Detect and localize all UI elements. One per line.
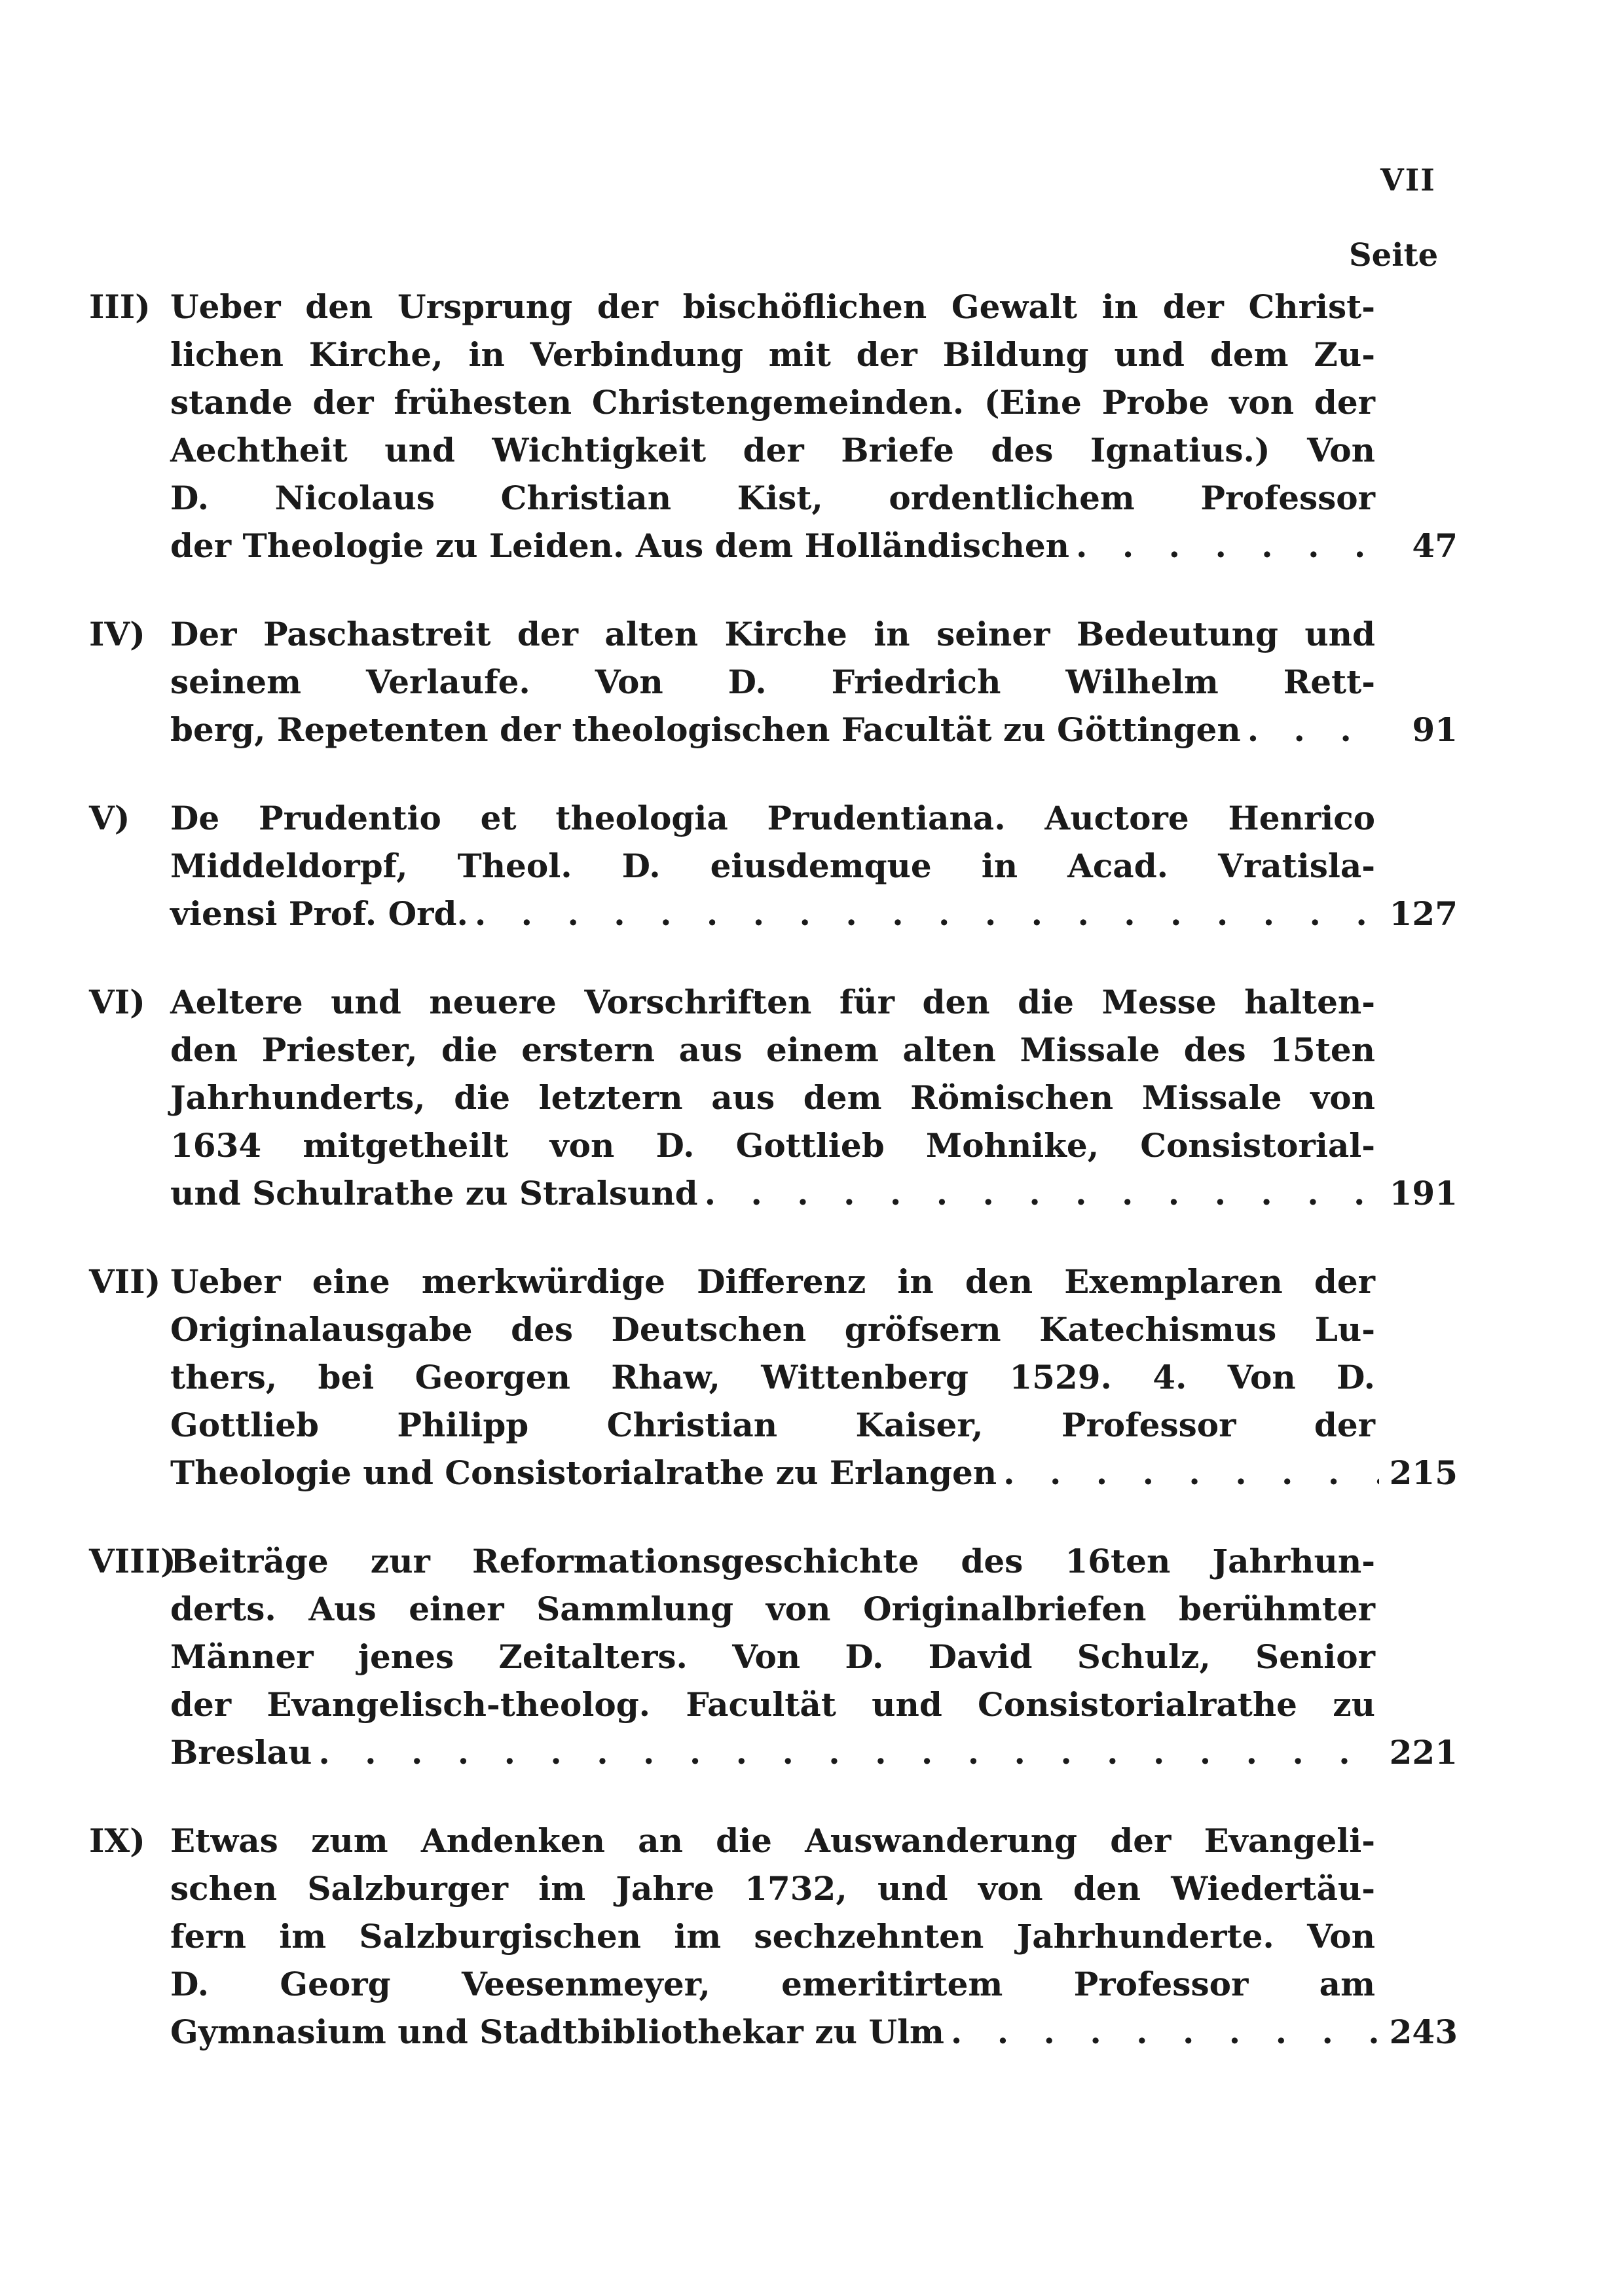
toc-entry-line xyxy=(89,1305,1458,1353)
toc-entry-text: und Schulrathe zu Stralsund xyxy=(170,1174,698,1212)
toc-entry-text: Ueber den Ursprung der bischöflichen Gewalt in der Christ- xyxy=(170,287,1375,326)
toc-entry-line xyxy=(89,1537,1458,1585)
toc-entry-text: Breslau xyxy=(170,1733,312,1772)
toc-entry-line xyxy=(89,1912,1458,1960)
toc-entry-numeral: VII) xyxy=(89,1262,161,1301)
toc-entry-line xyxy=(89,706,1458,754)
toc-entry-line xyxy=(89,1258,1458,1305)
toc-page-number: 243 xyxy=(1389,2013,1458,2051)
toc-dot-leader xyxy=(1247,706,1379,754)
page-number: VII xyxy=(1380,162,1436,198)
toc-entry-line xyxy=(89,1817,1458,1865)
toc-entry-numeral: V) xyxy=(89,799,130,837)
toc-entry xyxy=(89,1537,1458,1776)
toc-entry-text: stande der frühesten Christengemeinden. (Eine Probe von der xyxy=(170,383,1375,422)
toc-entry-text: Jahrhunderts, die letztern aus dem Römischen Missale von xyxy=(170,1078,1375,1117)
toc-entry xyxy=(89,794,1458,938)
toc-entry-line xyxy=(89,1585,1458,1633)
toc-entry-text: derts. Aus einer Sammlung von Originalbriefen berühmter xyxy=(170,1590,1375,1628)
toc-dot-leader xyxy=(1076,522,1379,570)
toc-entry-text: der Theologie zu Leiden. Aus dem Holländischen xyxy=(170,526,1069,565)
toc-entry-line xyxy=(89,1121,1458,1169)
toc-entry-text: der Evangelisch-theolog. Facultät und Consistorialrathe zu xyxy=(170,1685,1375,1724)
toc-entry-line xyxy=(89,331,1458,378)
toc-entry-text: berg, Repetenten der theologischen Facultät zu Göttingen xyxy=(170,710,1241,749)
toc-entry-text: D. Nicolaus Christian Kist, ordentlichem Professor xyxy=(170,479,1375,517)
toc-dot-leader xyxy=(318,1728,1379,1776)
toc-entry xyxy=(89,1817,1458,2056)
toc-entry-text: Originalausgabe des Deutschen gröfsern Katechismus Lu- xyxy=(170,1310,1375,1349)
toc-page-number: 127 xyxy=(1389,894,1458,933)
toc-entry-text: D. Georg Veesenmeyer, emeritirtem Professor am xyxy=(170,1965,1375,2003)
toc-entry-text: Aechtheit und Wichtigkeit der Briefe des Ignatius.) Von xyxy=(170,431,1375,469)
toc-entry xyxy=(89,978,1458,1217)
toc-entry-text: 1634 mitgetheilt von D. Gottlieb Mohnike, Consistorial- xyxy=(170,1126,1375,1165)
toc-entry xyxy=(89,283,1458,570)
toc-entry xyxy=(89,1258,1458,1497)
toc-entry-line xyxy=(89,426,1458,474)
toc-entry-text: Theologie und Consistorialrathe zu Erlangen xyxy=(170,1453,997,1492)
toc-entry-line xyxy=(89,1865,1458,1912)
toc-entry-line xyxy=(89,842,1458,890)
toc-entry-line xyxy=(89,1074,1458,1121)
toc-page-number: 191 xyxy=(1389,1174,1458,1212)
toc-entry-line xyxy=(89,1169,1458,1217)
toc-entry-text: den Priester, die erstern aus einem alten Missale des 15ten xyxy=(170,1030,1375,1069)
toc-page-number: 215 xyxy=(1389,1453,1458,1492)
toc-entry-line xyxy=(89,890,1458,938)
toc-entry-line xyxy=(89,283,1458,331)
toc-entry-numeral: IV) xyxy=(89,615,145,653)
toc-dot-leader xyxy=(1003,1449,1379,1497)
toc-entry-line xyxy=(89,1728,1458,1776)
toc-entry-line xyxy=(89,378,1458,426)
toc-dot-leader xyxy=(705,1169,1379,1217)
toc-entry-line xyxy=(89,1353,1458,1401)
toc-entry xyxy=(89,610,1458,754)
toc-entry-line xyxy=(89,610,1458,658)
toc-entry-text: Gymnasium und Stadtbibliothekar zu Ulm xyxy=(170,2013,944,2051)
toc-dot-leader xyxy=(475,890,1379,938)
toc-entry-line xyxy=(89,658,1458,706)
toc-entry-text: Gottlieb Philipp Christian Kaiser, Professor der xyxy=(170,1406,1375,1444)
toc-entry-line xyxy=(89,794,1458,842)
toc-entry-line xyxy=(89,1026,1458,1074)
toc-entry-line xyxy=(89,1401,1458,1449)
toc-entry-text: Aeltere und neuere Vorschriften für den die Messe halten- xyxy=(170,983,1375,1021)
toc-entry-text: Etwas zum Andenken an die Auswanderung der Evangeli- xyxy=(170,1821,1375,1860)
toc-entry-text: Der Paschastreit der alten Kirche in seiner Bedeutung und xyxy=(170,615,1375,653)
toc-entry-numeral: VIII) xyxy=(89,1542,176,1580)
toc-entry-line xyxy=(89,522,1458,570)
toc-entry-line xyxy=(89,1960,1458,2008)
toc-entry-line xyxy=(89,1633,1458,1681)
toc-entry-text: viensi Prof. Ord. xyxy=(170,894,468,933)
toc-entry-line xyxy=(89,1449,1458,1497)
toc-entry-text: seinem Verlaufe. Von D. Friedrich Wilhelm Rett- xyxy=(170,663,1375,701)
toc-entry-text: fern im Salzburgischen im sechzehnten Jahrhunderte. Von xyxy=(170,1917,1375,1956)
toc-entry-text: Männer jenes Zeitalters. Von D. David Schulz, Senior xyxy=(170,1637,1375,1676)
toc-entry-text: Beiträge zur Reformationsgeschichte des 16ten Jahrhun- xyxy=(170,1542,1375,1580)
toc-dot-leader xyxy=(951,2008,1379,2056)
toc-page-number: 47 xyxy=(1412,526,1458,565)
toc-entry-text: lichen Kirche, in Verbindung mit der Bildung und dem Zu- xyxy=(170,335,1375,374)
toc-page-number: 91 xyxy=(1412,710,1458,749)
toc-entry-text: Middeldorpf, Theol. D. eiusdemque in Acad. Vratisla- xyxy=(170,847,1375,885)
toc-entry-numeral: VI) xyxy=(89,983,145,1021)
toc-entry-line xyxy=(89,2008,1458,2056)
toc-entry-text: schen Salzburger im Jahre 1732, und von den Wiedertäu- xyxy=(170,1869,1375,1908)
toc-entry-text: Ueber eine merkwürdige Differenz in den Exemplaren der xyxy=(170,1262,1375,1301)
toc-entry-line xyxy=(89,978,1458,1026)
toc-entry-text: thers, bei Georgen Rhaw, Wittenberg 1529. 4. Von D. xyxy=(170,1358,1375,1396)
toc-entry-line xyxy=(89,1681,1458,1728)
page-column-label: Seite xyxy=(1349,237,1439,274)
table-of-contents xyxy=(89,283,1458,2096)
toc-entry-text: De Prudentio et theologia Prudentiana. Auctore Henrico xyxy=(170,799,1375,837)
toc-entry-line xyxy=(89,474,1458,522)
toc-entry-numeral: III) xyxy=(89,287,151,326)
toc-entry-numeral: IX) xyxy=(89,1821,145,1860)
toc-page-number: 221 xyxy=(1389,1733,1458,1772)
